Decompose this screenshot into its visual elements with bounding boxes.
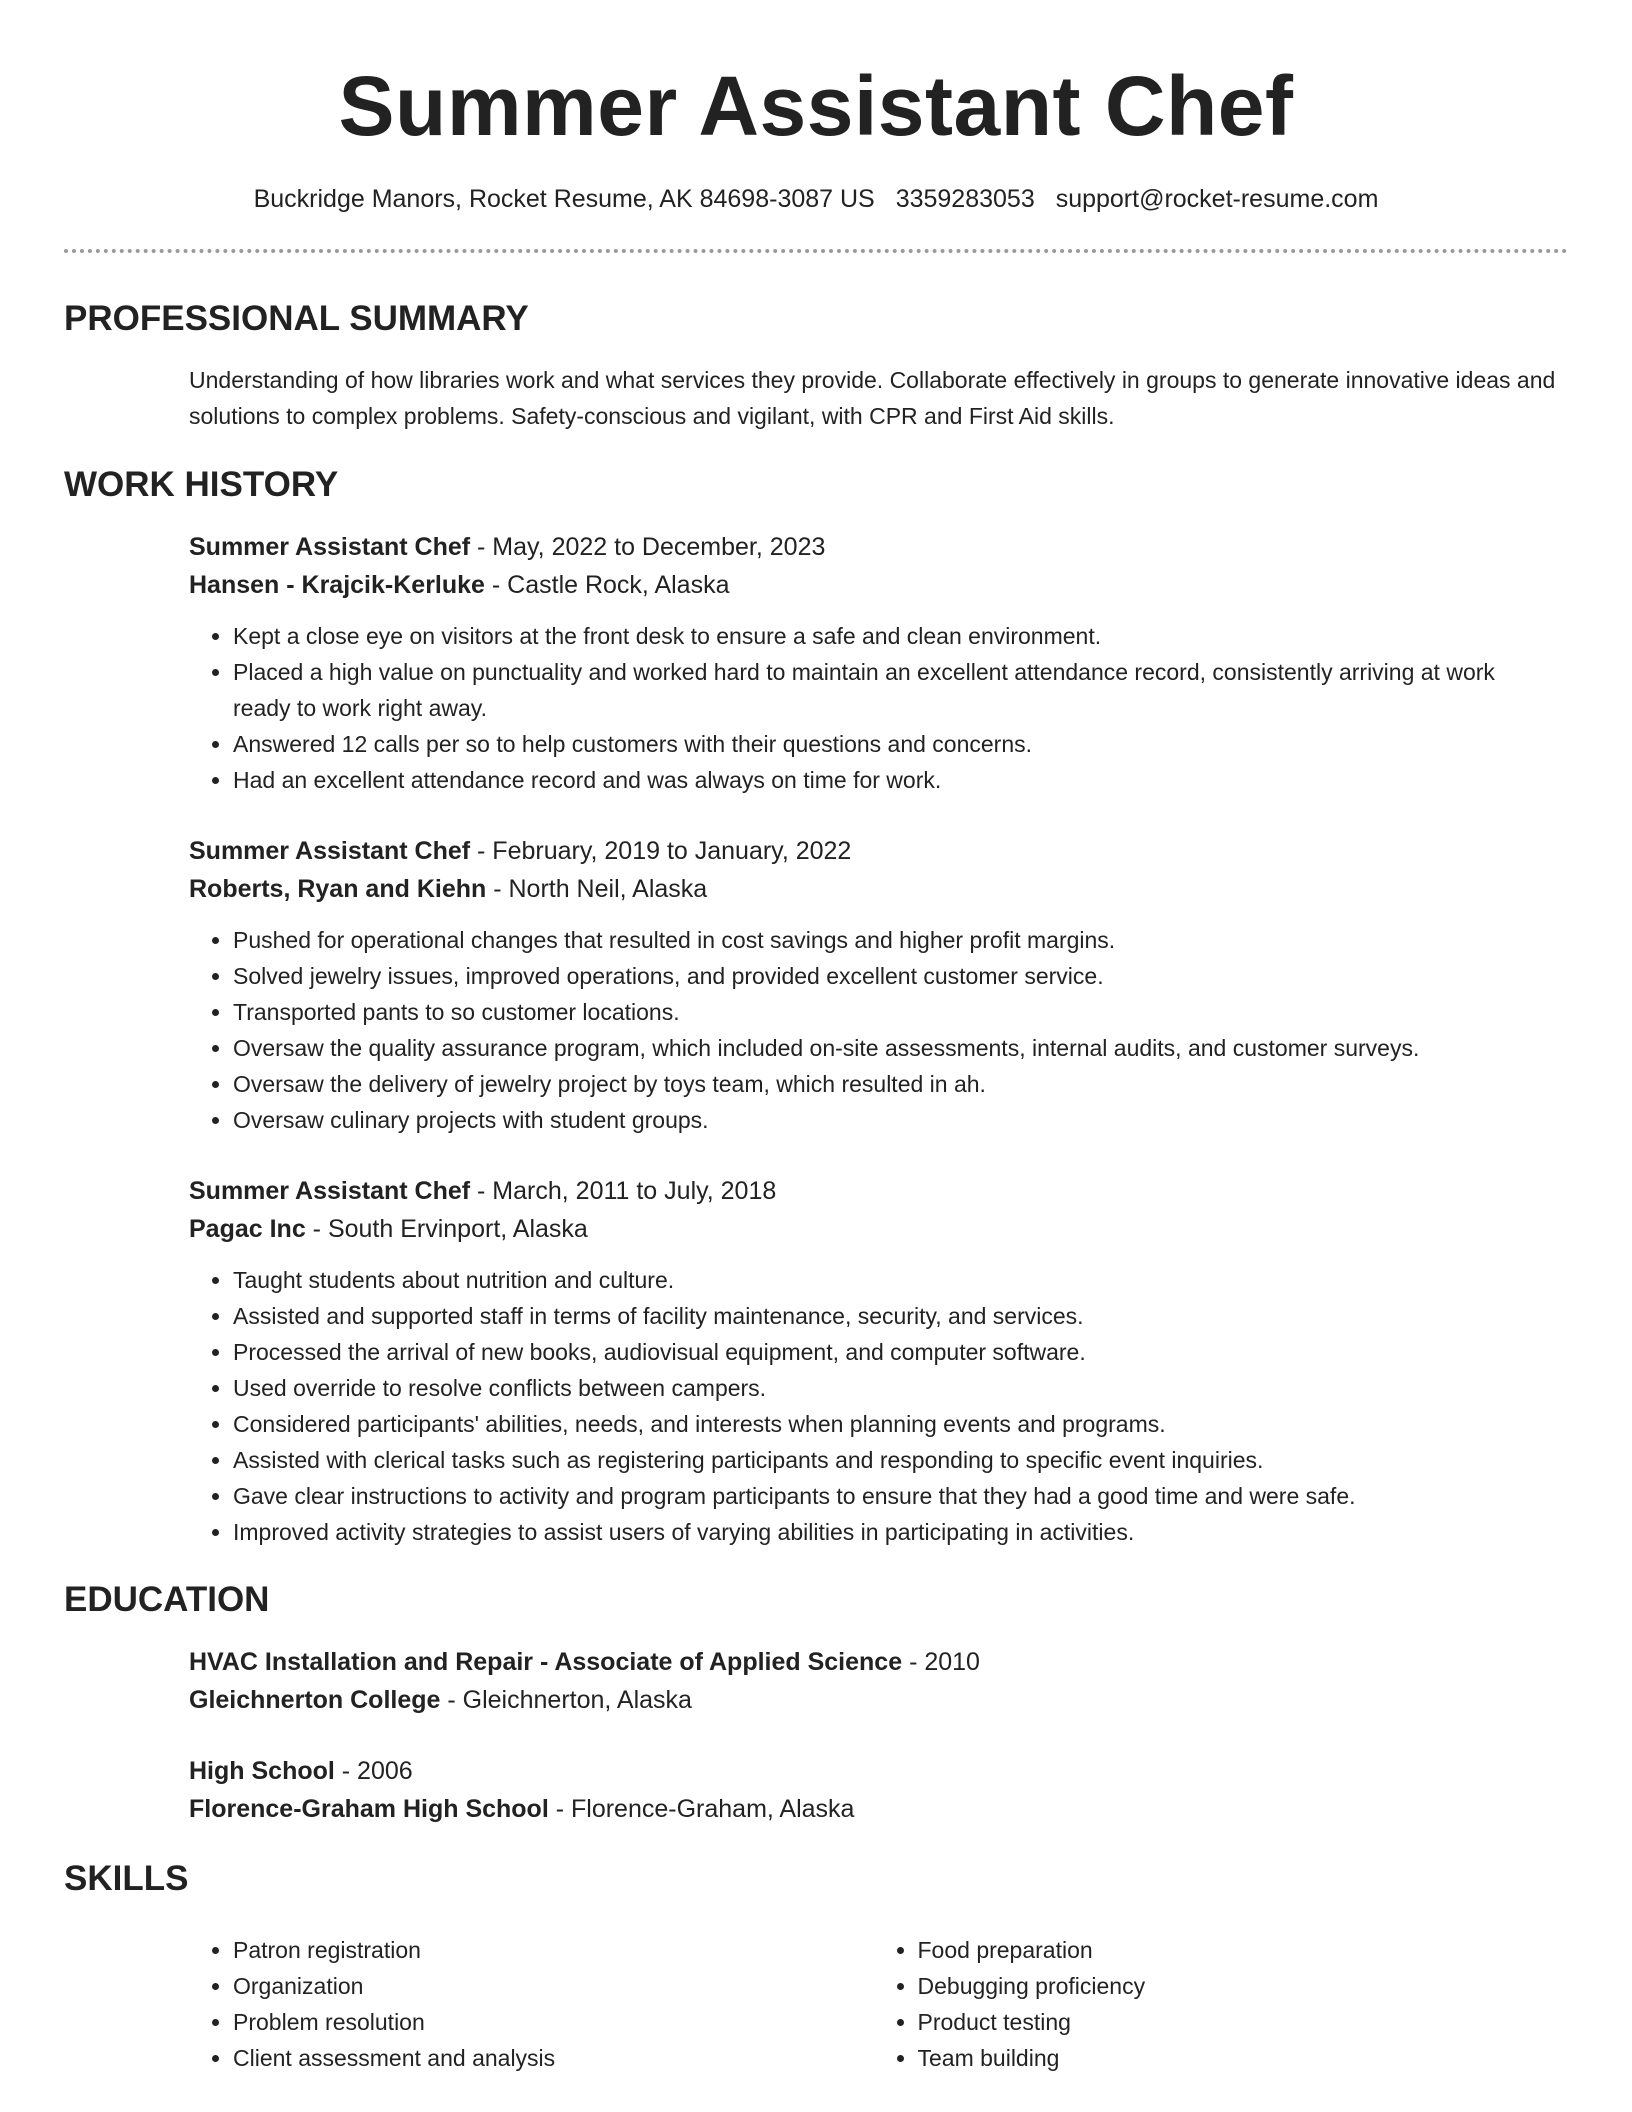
education-school-line [189,1681,1558,1719]
job-dates: - February, 2019 to January, 2022 [470,837,852,865]
section-title-education: EDUCATION [64,1580,270,1619]
education-degree: HVAC Installation and Repair - Associate of Applied Science [189,1648,903,1676]
job-entry [189,832,1558,1138]
job-role: Summer Assistant Chef [189,1177,471,1205]
resume-name: Summer Assistant Chef [338,59,1294,153]
job-company: Hansen - Krajcik-Kerluke [189,571,485,599]
job-bullet: • Considered participants' abilities, needs, and interests when planning events and programs. [233,1406,1558,1442]
job-bullets [189,922,1558,1138]
job-role: Summer Assistant Chef [189,837,471,865]
skill-item: • Patron registration [233,1932,874,1968]
job-bullet: • Placed a high value on punctuality and worked hard to maintain an excellent attendance record, consistently arriving at work ready to work right away. [233,654,1558,726]
education-location: - Gleichnerton, Alaska [440,1686,692,1714]
section-title-work: WORK HISTORY [64,465,339,504]
job-location: - North Neil, Alaska [486,875,708,903]
skill-item: • Debugging proficiency [918,1968,1559,2004]
job-bullet: • Kept a close eye on visitors at the front desk to ensure a safe and clean environment. [233,618,1558,654]
job-bullet: • Oversaw culinary projects with student groups. [233,1102,1558,1138]
job-dates: - May, 2022 to December, 2023 [470,533,826,561]
job-location: - South Ervinport, Alaska [305,1215,588,1243]
job-bullet: • Assisted and supported staff in terms of facility maintenance, security, and services. [233,1298,1558,1334]
job-bullets [189,618,1558,798]
job-bullet: • Assisted with clerical tasks such as registering participants and responding to specific event inquiries. [233,1442,1558,1478]
job-title-line [189,1172,1558,1210]
contact-address: Buckridge Manors, Rocket Resume, AK 84698-3087 US [253,185,875,213]
skill-item: • Organization [233,1968,874,2004]
job-bullet: • Pushed for operational changes that resulted in cost savings and higher profit margins. [233,922,1558,958]
skills-list [189,1932,1558,2076]
job-company-line [189,870,1558,908]
job-title-line [189,832,1558,870]
job-bullet: • Oversaw the quality assurance program, which included on-site assessments, internal audits, and customer surveys. [233,1030,1558,1066]
job-bullet: • Taught students about nutrition and culture. [233,1262,1558,1298]
section-title-summary: PROFESSIONAL SUMMARY [64,299,529,338]
education-year: - 2010 [902,1648,980,1676]
education-location: - Florence-Graham, Alaska [548,1795,855,1823]
education-school: Florence-Graham High School [189,1795,549,1823]
job-bullet: • Had an excellent attendance record and was always on time for work. [233,762,1558,798]
job-bullet: • Gave clear instructions to activity and program participants to ensure that they had a good time and were safe. [233,1478,1558,1514]
skills-column-left [189,1932,874,2076]
education-degree: High School [189,1757,335,1785]
job-bullet: • Solved jewelry issues, improved operations, and provided excellent customer service. [233,958,1558,994]
job-bullet: • Used override to resolve conflicts between campers. [233,1370,1558,1406]
header-divider [64,249,1568,253]
job-bullet: • Improved activity strategies to assist users of varying abilities in participating in activities. [233,1514,1558,1550]
summary-text: Understanding of how libraries work and what services they provide. Collaborate effectively in groups to generate innovative ideas and solutions to complex problems. Safety-conscious and vigilant, with CPR and First Aid skills. [189,367,1556,429]
job-company-line [189,1210,1558,1248]
education-year: - 2006 [334,1757,413,1785]
job-entry [189,1172,1558,1550]
job-bullet: • Processed the arrival of new books, audiovisual equipment, and computer software. [233,1334,1558,1370]
job-entry [189,528,1558,798]
skill-item: • Team building [918,2040,1559,2076]
job-role: Summer Assistant Chef [189,533,471,561]
skill-item: • Client assessment and analysis [233,2040,874,2076]
job-bullet: • Oversaw the delivery of jewelry project by toys team, which resulted in ah. [233,1066,1558,1102]
skills-column-right [874,1932,1559,2076]
job-bullets [189,1262,1558,1550]
skill-item: • Problem resolution [233,2004,874,2040]
education-entry [189,1643,1558,1719]
contact-email[interactable]: support@rocket-resume.com [1055,185,1379,213]
job-location: - Castle Rock, Alaska [484,571,730,599]
job-company-line [189,566,1558,604]
contact-phone: 3359283053 [895,185,1035,213]
contact-line [0,182,1632,216]
education-degree-line [189,1752,1558,1790]
job-company: Roberts, Ryan and Kiehn [189,875,487,903]
education-school: Gleichnerton College [189,1686,441,1714]
education-entry [189,1752,1558,1828]
job-bullet: • Answered 12 calls per so to help customers with their questions and concerns. [233,726,1558,762]
skill-item: • Food preparation [918,1932,1559,1968]
skill-item: • Product testing [918,2004,1559,2040]
job-dates: - March, 2011 to July, 2018 [470,1177,777,1205]
job-title-line [189,528,1558,566]
job-bullet: • Transported pants to so customer locations. [233,994,1558,1030]
job-company: Pagac Inc [189,1215,306,1243]
education-school-line [189,1790,1558,1828]
section-title-skills: SKILLS [64,1859,189,1898]
education-degree-line [189,1643,1558,1681]
